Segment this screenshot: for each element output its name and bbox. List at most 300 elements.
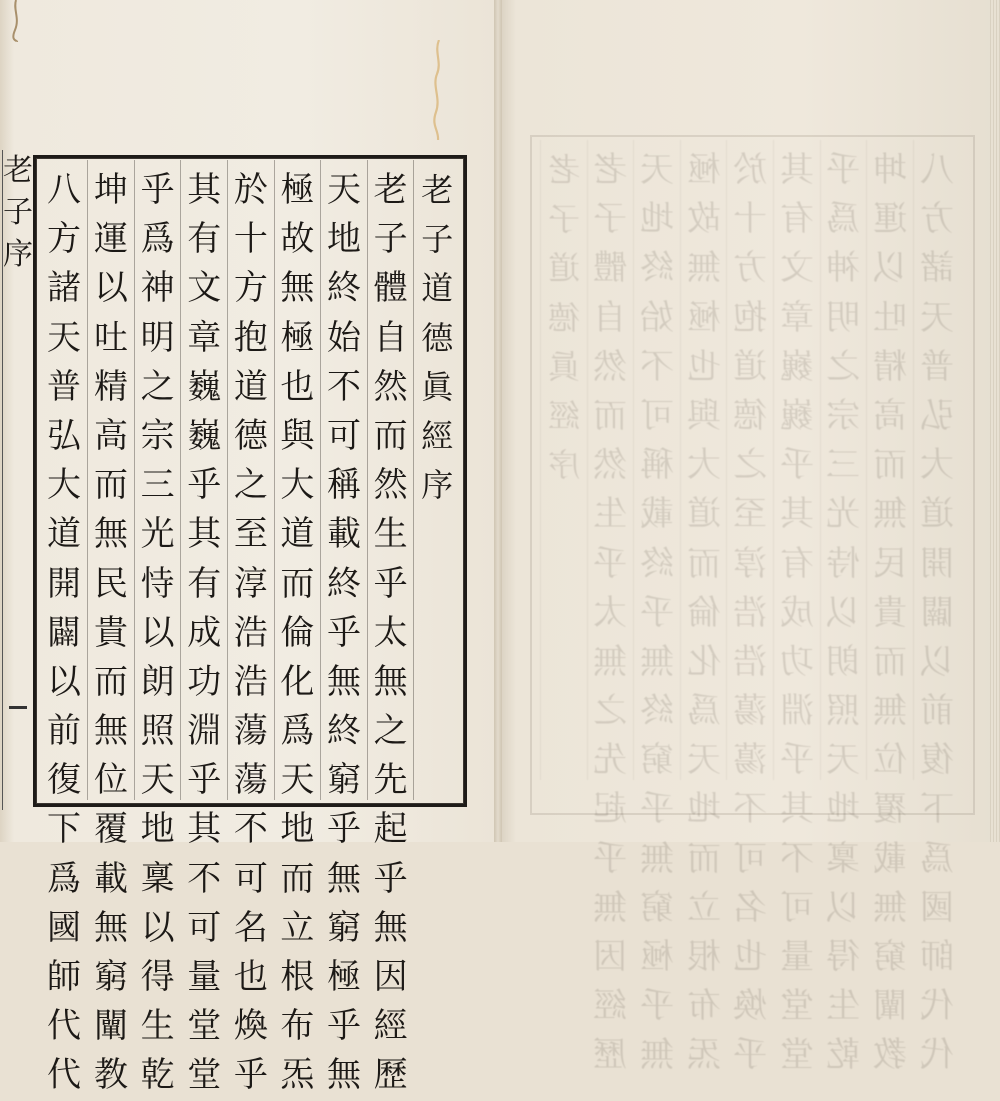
glyph: 巍 [779, 346, 814, 387]
glyph: 道 [686, 494, 721, 535]
glyph: 乎 [733, 1035, 768, 1076]
glyph: 極 [639, 937, 674, 977]
glyph: 位 [872, 740, 907, 781]
glyph: 然 [373, 366, 408, 407]
glyph: 窮 [327, 760, 362, 801]
text-column [633, 140, 680, 1076]
glyph: 終 [327, 268, 362, 309]
glyph: 根 [686, 937, 721, 977]
glyph: 化 [280, 661, 315, 702]
text-column [180, 160, 227, 1096]
glyph: 乎 [779, 740, 814, 781]
glyph: 無 [639, 1035, 674, 1076]
glyph: 成 [779, 592, 814, 633]
glyph: 照 [140, 711, 175, 752]
glyph: 老 [593, 150, 628, 190]
glyph: 乎 [779, 445, 814, 486]
glyph: 爲 [140, 219, 175, 260]
glyph: 布 [280, 1006, 315, 1047]
glyph: 抱 [233, 317, 268, 358]
glyph: 立 [686, 887, 721, 928]
glyph: 光 [140, 514, 175, 555]
title-column [540, 140, 587, 780]
glyph: 可 [187, 907, 222, 948]
glyph: 得 [140, 957, 175, 997]
glyph: 章 [779, 297, 814, 338]
glyph: 諸 [46, 268, 81, 309]
glyph: 照 [826, 691, 861, 732]
glyph: 地 [327, 219, 362, 260]
glyph: 方 [233, 268, 268, 309]
glyph: 然 [593, 445, 628, 486]
glyph: 下 [46, 809, 81, 850]
glyph: 淵 [779, 691, 814, 732]
glyph: 代 [919, 986, 954, 1027]
glyph: 不 [233, 809, 268, 850]
glyph: 窮 [327, 907, 362, 948]
glyph: 載 [872, 838, 907, 879]
glyph: 坤 [872, 150, 907, 190]
glyph: 經 [373, 1006, 408, 1047]
glyph: 化 [686, 641, 721, 682]
glyph: 窮 [639, 740, 674, 781]
glyph: 無 [327, 1055, 362, 1096]
glyph: 無 [872, 887, 907, 928]
glyph: 巍 [187, 415, 222, 456]
glyph: 可 [327, 415, 362, 456]
glyph: 堂 [187, 1006, 222, 1047]
glyph: 浩 [233, 612, 268, 653]
glyph: 精 [94, 366, 129, 407]
text-column [820, 140, 867, 1076]
glyph: 闡 [94, 1006, 129, 1047]
glyph: 巍 [779, 395, 814, 436]
glyph: 德 [421, 318, 454, 357]
glyph: 坤 [94, 170, 129, 210]
glyph: 終 [639, 691, 674, 732]
glyph: 根 [280, 957, 315, 997]
glyph: 炁 [686, 1035, 721, 1076]
text-column [41, 160, 88, 1096]
glyph: 無 [94, 514, 129, 555]
glyph: 乎 [233, 1055, 268, 1096]
glyph: 極 [686, 297, 721, 338]
glyph: 天 [280, 760, 315, 801]
glyph: 起 [593, 789, 628, 830]
glyph: 國 [46, 907, 81, 948]
glyph: 成 [187, 612, 222, 653]
glyph: 歷 [593, 1035, 628, 1076]
glyph: 可 [233, 858, 268, 899]
glyph: 爲 [826, 199, 861, 240]
glyph: 復 [46, 760, 81, 801]
glyph: 德 [547, 298, 580, 337]
glyph: 煥 [733, 986, 768, 1027]
glyph: 生 [140, 1006, 175, 1047]
glyph: 道 [547, 249, 580, 288]
glyph: 經 [593, 986, 628, 1027]
glyph: 無 [94, 907, 129, 948]
glyph: 運 [872, 199, 907, 240]
glyph: 其 [187, 809, 222, 850]
glyph: 爲 [46, 858, 81, 899]
glyph: 經 [547, 396, 580, 435]
glyph: 因 [373, 957, 408, 997]
glyph: 無 [327, 661, 362, 702]
glyph: 朗 [826, 641, 861, 682]
text-column [913, 140, 960, 1076]
glyph: 道 [46, 514, 81, 555]
glyph: 闡 [872, 986, 907, 1027]
glyph: 其 [779, 494, 814, 535]
glyph: 倫 [686, 592, 721, 633]
glyph: 德 [233, 415, 268, 456]
glyph: 蕩 [233, 760, 268, 801]
text-column [227, 160, 274, 1096]
glyph: 代 [46, 1006, 81, 1047]
glyph: 歷 [373, 1055, 408, 1096]
glyph: 故 [686, 199, 721, 240]
glyph: 稱 [327, 465, 362, 506]
glyph: 明 [140, 317, 175, 358]
glyph: 量 [779, 937, 814, 977]
glyph: 炁 [280, 1055, 315, 1096]
glyph: 乎 [639, 592, 674, 633]
glyph: 生 [826, 986, 861, 1027]
glyph: 其 [187, 514, 222, 555]
glyph: 乎 [826, 150, 861, 190]
glyph: 之 [733, 445, 768, 486]
glyph: 載 [639, 494, 674, 535]
glyph: 乎 [373, 858, 408, 899]
glyph: 始 [327, 317, 362, 358]
glyph: 前 [46, 711, 81, 752]
glyph: 先 [593, 740, 628, 781]
glyph: 終 [327, 563, 362, 604]
bleed-through-text [540, 140, 970, 1076]
glyph: 光 [826, 494, 861, 535]
glyph: 體 [373, 268, 408, 309]
margin-char: 序 [3, 237, 33, 272]
glyph: 載 [94, 858, 129, 899]
glyph: 爲 [919, 838, 954, 879]
glyph: 而 [373, 415, 408, 456]
glyph: 立 [280, 907, 315, 948]
glyph: 而 [94, 661, 129, 702]
glyph: 不 [327, 366, 362, 407]
glyph: 宗 [826, 395, 861, 436]
glyph: 下 [919, 789, 954, 830]
glyph: 淳 [733, 543, 768, 584]
glyph: 民 [872, 543, 907, 584]
glyph: 弘 [919, 395, 954, 436]
glyph: 太 [373, 612, 408, 653]
glyph: 有 [187, 219, 222, 260]
glyph: 神 [826, 248, 861, 289]
glyph: 眞 [421, 367, 454, 406]
glyph: 然 [373, 465, 408, 506]
text-column [367, 160, 414, 1096]
glyph: 稟 [140, 858, 175, 899]
glyph: 可 [779, 887, 814, 928]
glyph: 浩 [733, 641, 768, 682]
glyph: 先 [373, 760, 408, 801]
glyph: 無 [872, 494, 907, 535]
glyph: 乎 [639, 789, 674, 830]
glyph: 經 [421, 416, 454, 455]
margin-mark [9, 706, 27, 709]
glyph: 蕩 [733, 740, 768, 781]
glyph: 天 [327, 170, 362, 210]
glyph: 子 [593, 199, 628, 240]
glyph: 八 [46, 170, 81, 210]
glyph: 文 [187, 268, 222, 309]
glyph: 而 [686, 543, 721, 584]
glyph: 教 [872, 1035, 907, 1076]
glyph: 大 [686, 445, 721, 486]
glyph: 章 [187, 317, 222, 358]
glyph: 布 [686, 986, 721, 1027]
text-column [726, 140, 773, 1076]
glyph: 極 [686, 150, 721, 190]
glyph: 位 [94, 760, 129, 801]
glyph: 無 [639, 838, 674, 879]
text-column [587, 140, 634, 1076]
glyph: 乎 [187, 760, 222, 801]
glyph: 地 [686, 789, 721, 830]
glyph: 精 [872, 346, 907, 387]
glyph: 與 [280, 415, 315, 456]
glyph: 乾 [140, 1055, 175, 1096]
text-column [320, 160, 367, 1096]
glyph: 三 [826, 445, 861, 486]
glyph: 因 [593, 937, 628, 977]
glyph: 巍 [187, 366, 222, 407]
glyph: 倫 [280, 612, 315, 653]
glyph: 地 [140, 809, 175, 850]
glyph: 無 [686, 248, 721, 289]
text-column [87, 160, 134, 1096]
glyph: 終 [639, 543, 674, 584]
glyph: 以 [140, 612, 175, 653]
glyph: 吐 [94, 317, 129, 358]
glyph: 得 [826, 937, 861, 977]
glyph: 故 [280, 219, 315, 260]
text-column [680, 140, 727, 1076]
glyph: 以 [826, 592, 861, 633]
glyph: 而 [94, 465, 129, 506]
glyph: 浩 [233, 661, 268, 702]
glyph: 大 [919, 445, 954, 486]
glyph: 堂 [187, 1055, 222, 1096]
glyph: 諸 [919, 248, 954, 289]
glyph: 體 [593, 248, 628, 289]
glyph: 淵 [187, 711, 222, 752]
text-column [134, 160, 181, 1096]
glyph: 有 [187, 563, 222, 604]
glyph: 浩 [733, 592, 768, 633]
glyph: 方 [919, 199, 954, 240]
glyph: 之 [826, 346, 861, 387]
glyph: 至 [233, 514, 268, 555]
glyph: 不 [733, 789, 768, 830]
glyph: 之 [140, 366, 175, 407]
glyph: 方 [46, 219, 81, 260]
glyph: 起 [373, 809, 408, 850]
glyph: 稱 [639, 445, 674, 486]
glyph: 淳 [233, 563, 268, 604]
glyph: 乎 [639, 986, 674, 1027]
glyph: 闢 [919, 592, 954, 633]
glyph: 於 [233, 170, 268, 210]
glyph: 恃 [140, 563, 175, 604]
glyph: 天 [46, 317, 81, 358]
glyph: 無 [373, 907, 408, 948]
glyph: 無 [593, 641, 628, 682]
glyph: 教 [94, 1055, 129, 1096]
glyph: 道 [280, 514, 315, 555]
glyph: 明 [826, 297, 861, 338]
glyph: 其 [187, 170, 222, 210]
glyph: 朗 [140, 661, 175, 702]
glyph: 載 [327, 514, 362, 555]
glyph: 以 [94, 268, 129, 309]
glyph: 極 [280, 170, 315, 210]
text-column [274, 160, 321, 1096]
glyph: 神 [140, 268, 175, 309]
glyph: 爲 [686, 691, 721, 732]
glyph: 可 [639, 395, 674, 436]
glyph: 以 [140, 907, 175, 948]
glyph: 名 [233, 907, 268, 948]
glyph: 無 [639, 641, 674, 682]
glyph: 三 [140, 465, 175, 506]
glyph: 蕩 [233, 711, 268, 752]
glyph: 量 [187, 957, 222, 997]
glyph: 乎 [140, 170, 175, 210]
glyph: 而 [280, 563, 315, 604]
glyph: 以 [826, 887, 861, 928]
glyph: 弘 [46, 415, 81, 456]
glyph: 窮 [639, 887, 674, 928]
glyph: 道 [421, 269, 454, 308]
glyph: 文 [779, 248, 814, 289]
glyph: 乾 [826, 1035, 861, 1076]
glyph: 生 [593, 494, 628, 535]
glyph: 之 [233, 465, 268, 506]
glyph: 貴 [94, 612, 129, 653]
glyph: 師 [919, 937, 954, 977]
glyph: 至 [733, 494, 768, 535]
text-columns [40, 160, 460, 1096]
glyph: 爲 [280, 711, 315, 752]
glyph: 大 [46, 465, 81, 506]
glyph: 窮 [94, 957, 129, 997]
glyph: 乎 [373, 563, 408, 604]
glyph: 德 [733, 395, 768, 436]
glyph: 以 [46, 661, 81, 702]
glyph: 八 [919, 150, 954, 190]
glyph: 乎 [327, 809, 362, 850]
glyph: 運 [94, 219, 129, 260]
glyph: 極 [327, 957, 362, 997]
glyph: 序 [421, 466, 454, 505]
glyph: 無 [280, 268, 315, 309]
glyph: 開 [46, 563, 81, 604]
book-gutter [494, 0, 502, 842]
text-column [866, 140, 913, 1076]
glyph: 不 [187, 858, 222, 899]
glyph: 無 [327, 858, 362, 899]
glyph: 貴 [872, 592, 907, 633]
glyph: 代 [46, 1055, 81, 1096]
glyph: 也 [233, 957, 268, 997]
glyph: 也 [733, 937, 768, 977]
glyph: 太 [593, 592, 628, 633]
glyph: 無 [872, 691, 907, 732]
glyph: 復 [919, 740, 954, 781]
glyph: 十 [733, 199, 768, 240]
glyph: 十 [233, 219, 268, 260]
glyph: 以 [919, 641, 954, 682]
glyph: 乎 [327, 612, 362, 653]
glyph: 之 [593, 691, 628, 732]
glyph: 以 [872, 248, 907, 289]
glyph: 而 [280, 858, 315, 899]
glyph: 師 [46, 957, 81, 997]
glyph: 開 [919, 543, 954, 584]
corner-stain-icon [10, 0, 24, 42]
glyph: 子 [547, 200, 580, 239]
glyph: 眞 [547, 347, 580, 386]
glyph: 乎 [327, 1006, 362, 1047]
glyph: 地 [639, 199, 674, 240]
glyph: 稟 [826, 838, 861, 879]
margin-char: 子 [3, 195, 33, 230]
glyph: 地 [826, 789, 861, 830]
glyph: 其 [779, 150, 814, 190]
glyph: 天 [639, 150, 674, 190]
glyph: 功 [187, 661, 222, 702]
glyph: 普 [46, 366, 81, 407]
glyph: 抱 [733, 297, 768, 338]
glyph: 而 [872, 641, 907, 682]
glyph: 有 [779, 199, 814, 240]
glyph: 大 [280, 465, 315, 506]
glyph: 無 [373, 661, 408, 702]
glyph: 老 [373, 170, 408, 210]
glyph: 堂 [779, 1035, 814, 1076]
glyph: 覆 [872, 789, 907, 830]
glyph: 窮 [872, 937, 907, 977]
glyph: 也 [686, 346, 721, 387]
glyph: 可 [733, 838, 768, 879]
glyph: 名 [733, 887, 768, 928]
glyph: 不 [779, 838, 814, 879]
glyph: 序 [547, 446, 580, 485]
glyph: 高 [94, 415, 129, 456]
glyph: 子 [373, 219, 408, 260]
glyph: 覆 [94, 809, 129, 850]
page-edge [990, 0, 1000, 842]
glyph: 生 [373, 514, 408, 555]
glyph: 堂 [779, 986, 814, 1027]
glyph: 功 [779, 641, 814, 682]
glyph: 老 [547, 151, 580, 189]
glyph: 自 [593, 297, 628, 338]
glyph: 始 [639, 297, 674, 338]
glyph: 極 [280, 317, 315, 358]
